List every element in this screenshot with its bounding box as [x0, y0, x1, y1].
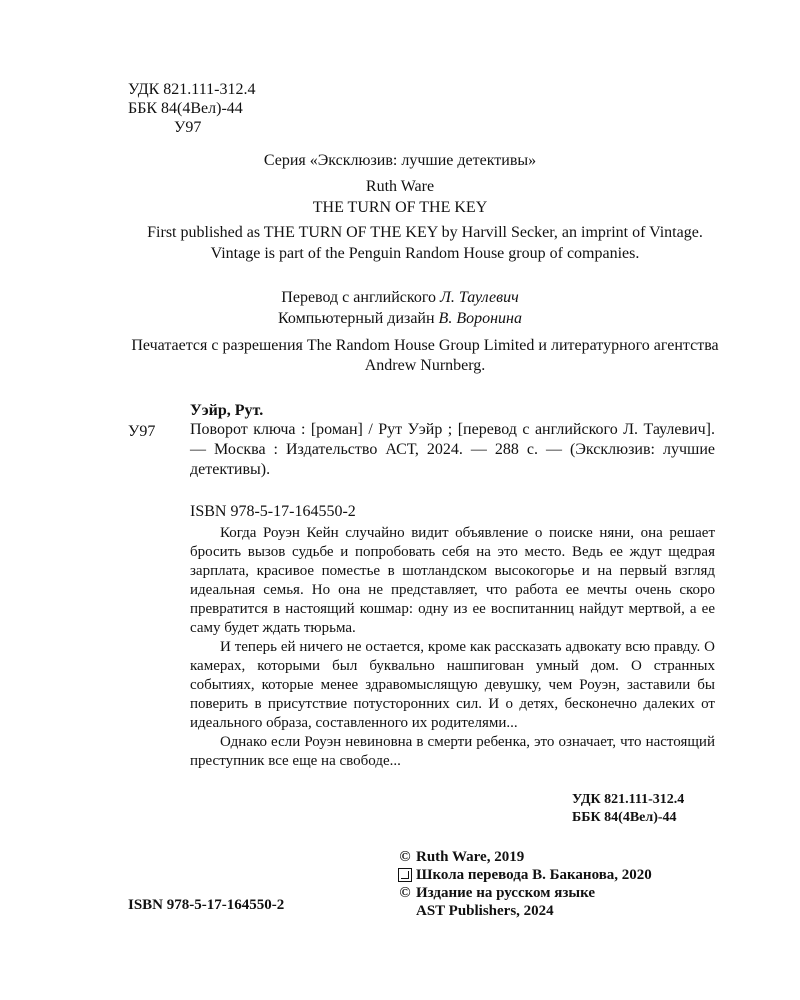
classification-codes [128, 80, 255, 137]
annotation [190, 524, 715, 771]
permission-note: Печатается с разрешения The Random House Group Limited и литературного агентства Andrew Nurnberg. [131, 337, 719, 374]
copyright-symbol: © [399, 885, 411, 901]
udk-code-right: УДК 821.111-312.4 [572, 792, 685, 807]
designer-credit [100, 310, 700, 328]
copyright-line [398, 884, 652, 902]
bibliographic-isbn: ISBN 978-5-17-164550-2 [190, 503, 356, 520]
original-author: Ruth Ware [365, 178, 435, 195]
copyright-edition: Издание на русском языке [416, 885, 596, 901]
designer-label: Компьютерный дизайн [278, 310, 439, 327]
annotation-paragraph: Когда Роуэн Кейн случайно видит объявление о поиске няни, она решает бросить вызов судьбе и попробовать себя на это место. Ведь ее ждут щедрая зарплата, красивое поместье в шотландском высокогорье и на первый взгляд идеальная семья. Но она не представляет, что работа ее мечты очень скоро превратится в настоящий кошмар: одну из ее воспитанниц найдут мертвой, а ее саму будет ждать тюрьма. [190, 525, 715, 636]
translator-credit [100, 289, 700, 307]
bibliographic-author: Уэйр, Рут. [190, 402, 264, 419]
bbk-code: ББК 84(4Вел)-44 [128, 100, 243, 117]
copyright-symbol: © [399, 849, 411, 865]
bbk-code-right: ББК 84(4Вел)-44 [572, 810, 677, 825]
bibliographic-description: Поворот ключа : [роман] / Рут Уэйр ; [перевод с английского Л. Таулевич]. — Москва : Издательство АСТ, 2024. — 288 с. — (Эксклюзив: лучшие детективы). [190, 421, 715, 478]
annotation-paragraph: Однако если Роуэн невиновна в смерти ребенка, это означает, что настоящий преступник все еще на свободе... [190, 734, 715, 769]
author-mark: У97 [174, 119, 202, 136]
designer-name: В. Воронина [438, 310, 522, 327]
copyright-block [398, 848, 652, 920]
isbn-bottom: ISBN 978-5-17-164550-2 [128, 897, 285, 913]
series-name: Серия «Эксклюзив: лучшие детективы» [263, 152, 537, 169]
translator-name: Л. Таулевич [440, 289, 519, 306]
annotation-paragraph: И теперь ей ничего не остается, кроме как рассказать адвокату всю правду. О камерах, которыми был буквально нашпигован умный дом. О странных событиях, которые менее здравомыслящую девушку, чем Роуэн, заставили бы поверить в присутствие потусторонних сил. И о детях, бесконечно далеких от идеального образа, составленного их родителями... [190, 639, 715, 731]
classification-codes-right [572, 791, 684, 827]
copyright-line [398, 866, 652, 884]
school-logo-icon [398, 868, 412, 882]
udk-code: УДК 821.111-312.4 [128, 81, 256, 98]
translator-label: Перевод с английского [281, 289, 441, 306]
bibliographic-mark: У97 [128, 423, 156, 440]
first-published-note: First published as THE TURN OF THE KEY by Harvill Secker, an imprint of Vintage. Vintage is part of the Penguin Random House group of companies. [147, 224, 703, 262]
copyright-line [398, 848, 652, 866]
copyright-line [398, 902, 652, 920]
copyright-publisher: AST Publishers, 2024 [416, 903, 554, 919]
copyright-author: Ruth Ware, 2019 [416, 849, 525, 865]
original-title: THE TURN OF THE KEY [312, 199, 488, 216]
copyright-translation: Школа перевода В. Баканова, 2020 [416, 867, 652, 883]
